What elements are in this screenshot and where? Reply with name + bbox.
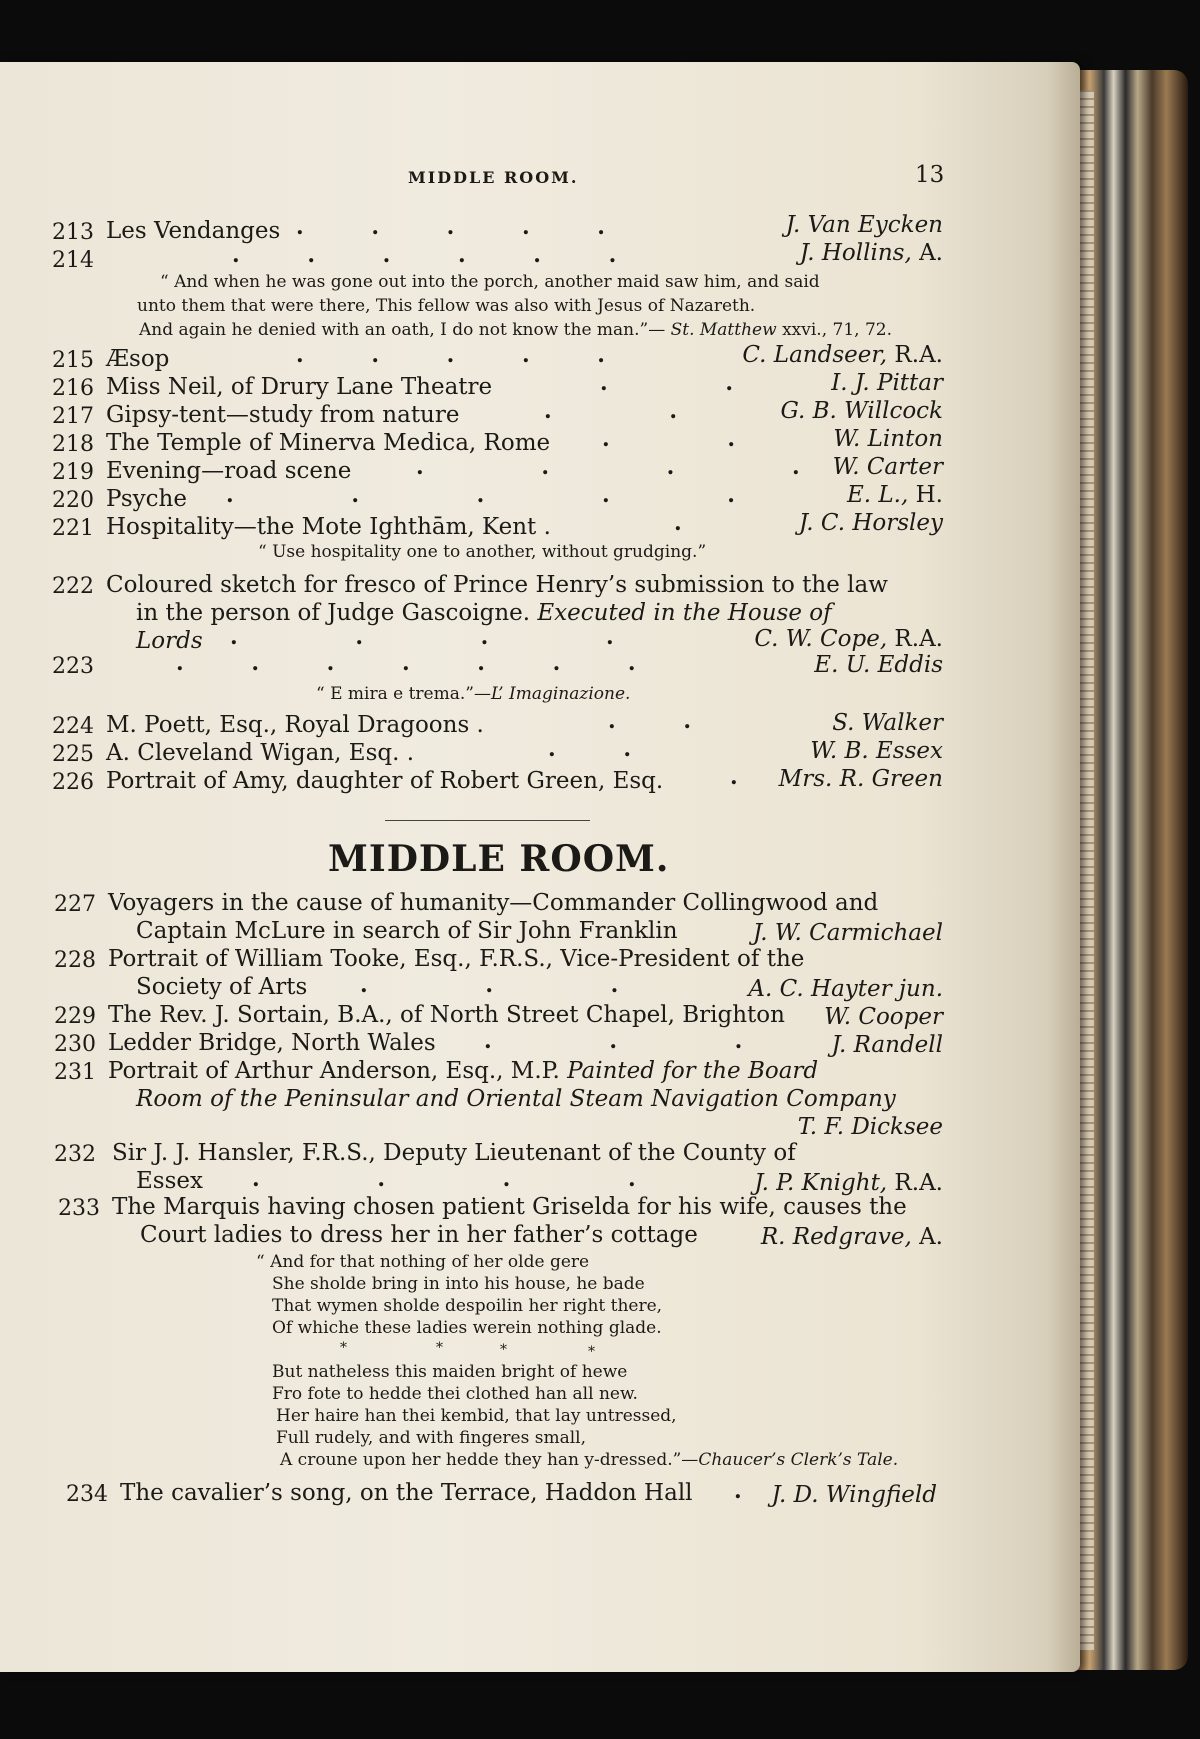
entry-number: 229 [54,1004,96,1029]
quote-line: “ Use hospitality one to another, without grudging.” [258,542,707,562]
poem-line: But natheless this maiden bright of hewe [272,1362,628,1382]
entry-title: M. Poett, Esq., Royal Dragoons . [106,712,484,738]
entry-number: 225 [52,742,94,767]
artist-name: J. Van Eycken [785,212,943,238]
leader-dots: . . . . . . . [176,650,636,676]
poem-line: She sholde bring in into his house, he bade [272,1274,645,1294]
artist-name: W. Linton [833,426,943,452]
poem-asterisk: * [340,1340,347,1356]
entry-number: 217 [52,404,94,429]
entry-title: The Rev. J. Sortain, B.A., of North Street Chapel, Brighton [108,1002,785,1028]
entry-title: Hospitality—the Mote Ighthām, Kent . [106,514,551,540]
artist-name: C. W. Cope, R.A. [754,626,943,652]
entry-title: Portrait of Amy, daughter of Robert Green, Esq. [106,768,664,794]
leader-dots: . . . . [252,1166,636,1192]
artist-name: Mrs. R. Green [778,766,943,792]
leader-dots: . . . . . [296,214,605,240]
leader-dots: . . [602,426,735,452]
entry-title: Sir J. J. Hansler, F.R.S., Deputy Lieutenant of the County of [112,1140,796,1166]
entry-number: 221 [52,516,94,541]
quote-line: “ E mira e trema.”—L’ Imaginazione. [316,684,631,704]
entry-number: 231 [54,1060,96,1085]
leader-dots: . [730,764,738,790]
entry-number: 230 [54,1032,96,1057]
poem-line: Her haire han thei kembid, that lay untressed, [276,1406,677,1426]
leader-dots: . . . . . [226,482,735,508]
entry-number: 233 [58,1196,100,1221]
leader-dots: . . . . . . [232,242,617,268]
artist-name: C. Landseer, R.A. [742,342,943,368]
entry-number: 219 [52,460,94,485]
artist-name: J. Hollins, A. [799,240,943,266]
leader-dots: . . . [484,1028,743,1054]
leader-dots: . . . . [230,624,614,650]
leader-dots: . . . . [416,454,800,480]
entry-number: 232 [54,1142,96,1167]
entry-title-cont: Room of the Peninsular and Oriental Steam Navigation Company [136,1086,896,1112]
artist-name: W. Cooper [824,1004,943,1030]
artist-name: I. J. Pittar [831,370,943,396]
artist-name: E. L., H. [847,482,943,508]
catalogue-page [0,62,1080,1672]
artist-name: J. C. Horsley [798,510,943,536]
leader-dots: . . [544,398,677,424]
artist-name: J. Randell [831,1032,943,1058]
entry-number: 216 [52,376,94,401]
poem-line: Full rudely, and with fingeres small, [276,1428,586,1448]
entry-number: 224 [52,714,94,739]
entry-title: Portrait of Arthur Anderson, Esq., M.P. Painted for the Board [108,1058,819,1084]
entry-title-cont: Captain McLure in search of Sir John Franklin [136,918,678,944]
running-title: MIDDLE ROOM. [408,168,579,187]
artist-name: S. Walker [832,710,943,736]
section-title: MIDDLE ROOM. [328,838,670,880]
poem-line: That wymen sholde despoilin her right there, [272,1296,663,1316]
leader-dots: . . . . . [296,342,605,368]
entry-title-cont: Court ladies to dress her in her father’s cottage [140,1222,698,1248]
entry-number: 228 [54,948,96,973]
entry-title: Psyche [106,486,187,512]
leader-dots: . . [548,736,631,762]
entry-title-cont: Essex [136,1168,203,1194]
poem-asterisk: * [588,1344,595,1360]
leader-dots: . . [608,708,691,734]
quote-line: And again he denied with an oath, I do not know the man.”— St. Matthew xxvi., 71, 72. [139,320,892,340]
entry-title: The cavalier’s song, on the Terrace, Haddon Hall [120,1480,693,1506]
poem-asterisk: * [436,1340,443,1356]
entry-title: Gipsy-tent—study from nature [106,402,460,428]
section-divider [385,820,590,821]
entry-number: 213 [52,220,94,245]
artist-name: T. F. Dicksee [797,1114,943,1140]
quote-line: unto them that were there, This fellow was also with Jesus of Nazareth. [137,296,756,316]
poem-line: Fro fote to hedde thei clothed han all new. [272,1384,638,1404]
artist-name: W. Carter [832,454,943,480]
entry-title: Evening—road scene [106,458,352,484]
artist-name: J. W. Carmichael [752,920,943,946]
poem-line: A croune upon her hedde they han y-dressed.”—Chaucer’s Clerk’s Tale. [280,1450,899,1470]
entry-title-cont: in the person of Judge Gascoigne. Executed in the House of [136,600,832,626]
entry-number: 223 [52,654,94,679]
entry-title: A. Cleveland Wigan, Esq. . [106,740,415,766]
artist-name: J. P. Knight, R.A. [754,1170,943,1196]
entry-title: Portrait of William Tooke, Esq., F.R.S., Vice-President of the [108,946,805,972]
entry-number: 220 [52,488,94,513]
artist-name: A. C. Hayter jun. [748,976,943,1002]
page-edges [1080,90,1094,1650]
entry-title: The Marquis having chosen patient Griselda for his wife, causes the [112,1194,907,1220]
artist-name: E. U. Eddis [814,652,943,678]
leader-dots: . . [600,370,733,396]
entry-title: Coloured sketch for fresco of Prince Henry’s submission to the law [106,572,888,598]
entry-title-cont: Society of Arts [136,974,308,1000]
poem-line: Of whiche these ladies werein nothing glade. [272,1318,662,1338]
entry-title: The Temple of Minerva Medica, Rome [106,430,551,456]
entry-title: Les Vendanges [106,218,281,244]
entry-number: 214 [52,248,94,273]
entry-number: 215 [52,348,94,373]
entry-number: 218 [52,432,94,457]
artist-name: W. B. Essex [810,738,943,764]
entry-title: Æsop [106,346,170,372]
entry-title-cont: Lords [136,628,203,654]
entry-title: Miss Neil, of Drury Lane Theatre [106,374,493,400]
artist-name: J. D. Wingfield [771,1482,937,1508]
page-number: 13 [915,162,945,188]
leader-dots: . [734,1478,742,1504]
artist-name: R. Redgrave, A. [760,1224,943,1250]
entry-title: Ledder Bridge, North Wales [108,1030,436,1056]
poem-asterisk: * [500,1342,507,1358]
leader-dots: . . . [360,972,619,998]
entry-title: Voyagers in the cause of humanity—Commander Collingwood and [108,890,879,916]
artist-name: G. B. Willcock [780,398,943,424]
entry-number: 234 [66,1482,108,1507]
leader-dots: . [674,510,682,536]
entry-number: 226 [52,770,94,795]
poem-line: “ And for that nothing of her olde gere [256,1252,590,1272]
quote-line: “ And when he was gone out into the porch, another maid saw him, and said [160,272,820,292]
entry-number: 227 [54,892,96,917]
entry-number: 222 [52,574,94,599]
